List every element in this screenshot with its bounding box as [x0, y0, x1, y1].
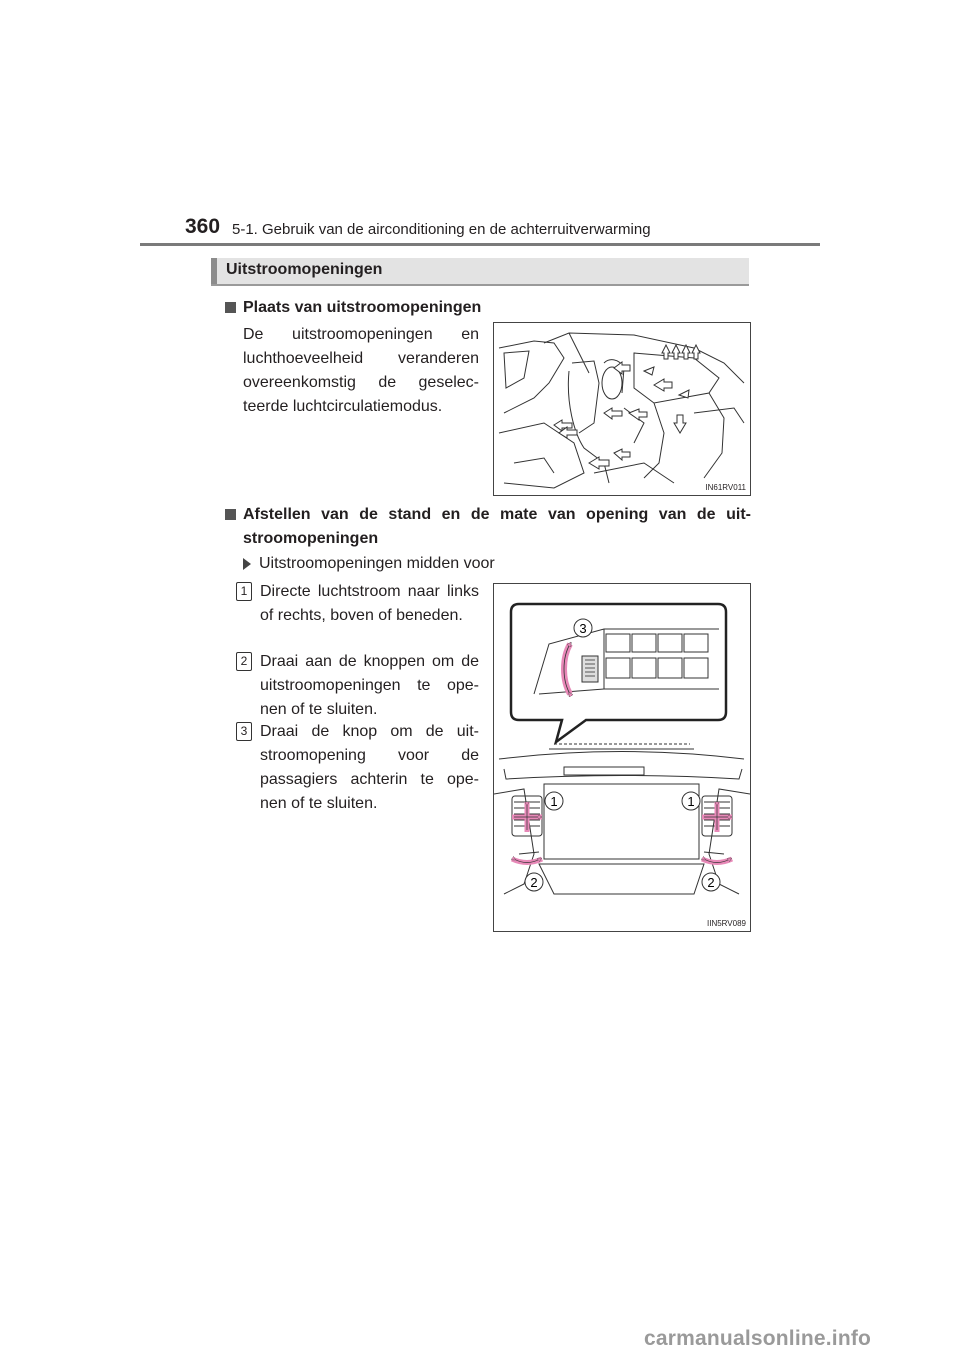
section-tab-marker	[211, 258, 217, 284]
figure-front-center-vents	[493, 583, 751, 932]
cabin-airflow-illustration	[494, 323, 750, 495]
square-bullet-icon	[225, 302, 236, 313]
section-header	[211, 258, 749, 286]
dashboard-vents-illustration	[494, 584, 750, 931]
page-number: 360	[185, 215, 221, 238]
callout-1-right: 1	[687, 794, 695, 809]
watermark: carmanualsonline.info	[644, 1327, 872, 1350]
item-text-3: Draai de knop om de uit-stroomopening voor de passagiers achterin te ope-nen of te sluiten.	[260, 723, 479, 812]
block2-heading: Afstellen van de stand en de mate van opening van de uit-stroomopeningen	[243, 506, 751, 547]
block1-heading: Plaats van uitstroomopeningen	[243, 299, 482, 316]
section-title: Uitstroomopeningen	[226, 261, 383, 278]
callout-1-left: 1	[550, 794, 558, 809]
header-divider	[140, 243, 820, 246]
callout-2-right: 2	[707, 875, 715, 890]
callout-2-left: 2	[530, 875, 538, 890]
square-bullet-icon	[225, 509, 236, 520]
item-number-3: 3	[236, 722, 252, 741]
figure-vent-locations	[493, 322, 751, 496]
item-number-2: 2	[236, 652, 252, 671]
triangle-bullet-icon	[243, 558, 251, 570]
callout-3: 3	[579, 621, 587, 636]
block2-subheading: Uitstroomopeningen midden voor	[259, 555, 495, 572]
chapter-title: 5-1. Gebruik van de airconditioning en de achterruitverwarming	[232, 221, 651, 238]
block1-text: De uitstroomopeningen en luchthoeveelheid veranderen overeenkomstig de geselec-teerde luchtcirculatiemodus.	[243, 326, 479, 415]
item-text-2: Draai aan de knoppen om de uitstroomopeningen te ope-nen of te sluiten.	[260, 653, 479, 718]
item-text-1: Directe luchtstroom naar links of rechts, boven of beneden.	[260, 583, 479, 624]
figure-code: IIN5RV089	[707, 919, 746, 928]
item-number-1: 1	[236, 582, 252, 601]
figure-code: IN61RV011	[705, 483, 746, 492]
